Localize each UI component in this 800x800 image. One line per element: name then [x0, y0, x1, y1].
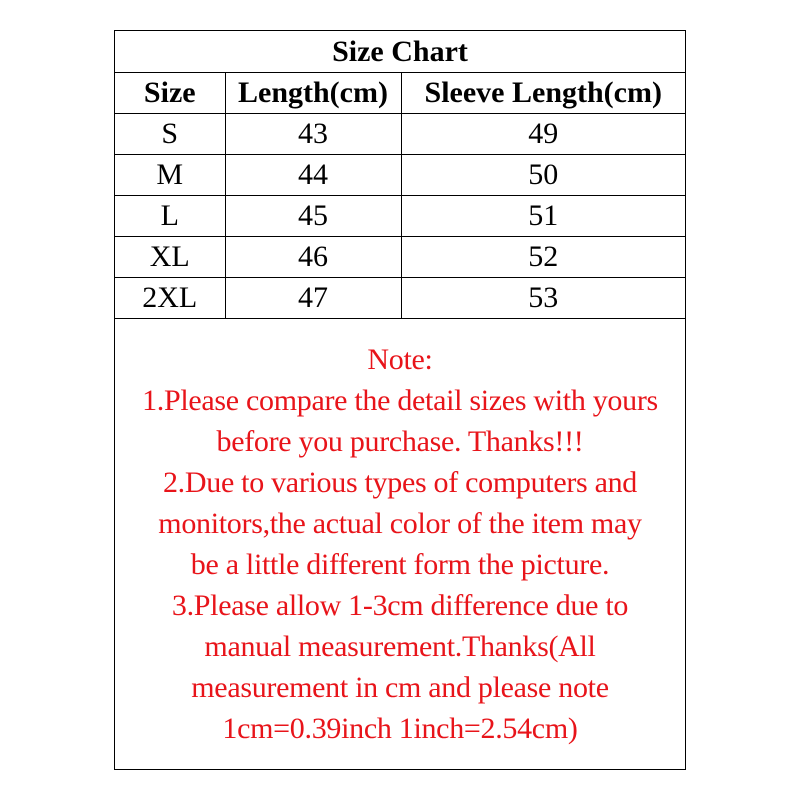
chart-title: Size Chart	[115, 31, 685, 73]
notes-section	[115, 319, 685, 749]
sleeve-length-cell: 53	[401, 278, 685, 319]
note-line: 3.Please allow 1-3cm difference due to	[171, 589, 629, 622]
header-sleeve-length: Sleeve Length(cm)	[401, 73, 685, 114]
note-heading: Note:	[367, 343, 433, 376]
note-line: manual measurement.Thanks(All	[204, 630, 596, 663]
sleeve-length-cell: 51	[401, 196, 685, 237]
title-row	[115, 31, 685, 73]
note-line: monitors,the actual color of the item may	[158, 507, 642, 540]
size-cell: XL	[115, 237, 225, 278]
table-row	[115, 155, 685, 196]
table-row	[115, 114, 685, 155]
note-line: measurement in cm and please note	[191, 671, 609, 704]
header-size: Size	[115, 73, 225, 114]
note-line: 1.Please compare the detail sizes with yours	[142, 384, 658, 417]
note-line: before you purchase. Thanks!!!	[216, 425, 584, 458]
sleeve-length-cell: 52	[401, 237, 685, 278]
size-cell: 2XL	[115, 278, 225, 319]
length-cell: 43	[225, 114, 401, 155]
size-chart-table	[115, 31, 685, 319]
sleeve-length-cell: 50	[401, 155, 685, 196]
table-row	[115, 196, 685, 237]
length-cell: 44	[225, 155, 401, 196]
table-row	[115, 278, 685, 319]
size-cell: M	[115, 155, 225, 196]
header-row	[115, 73, 685, 114]
size-cell: S	[115, 114, 225, 155]
header-length: Length(cm)	[225, 73, 401, 114]
size-chart-card	[114, 30, 686, 770]
size-cell: L	[115, 196, 225, 237]
sleeve-length-cell: 49	[401, 114, 685, 155]
length-cell: 46	[225, 237, 401, 278]
note-line: 1cm=0.39inch 1inch=2.54cm)	[222, 712, 578, 745]
note-line: be a little different form the picture.	[190, 548, 610, 581]
note-line: 2.Due to various types of computers and	[162, 466, 638, 499]
length-cell: 45	[225, 196, 401, 237]
length-cell: 47	[225, 278, 401, 319]
table-row	[115, 237, 685, 278]
